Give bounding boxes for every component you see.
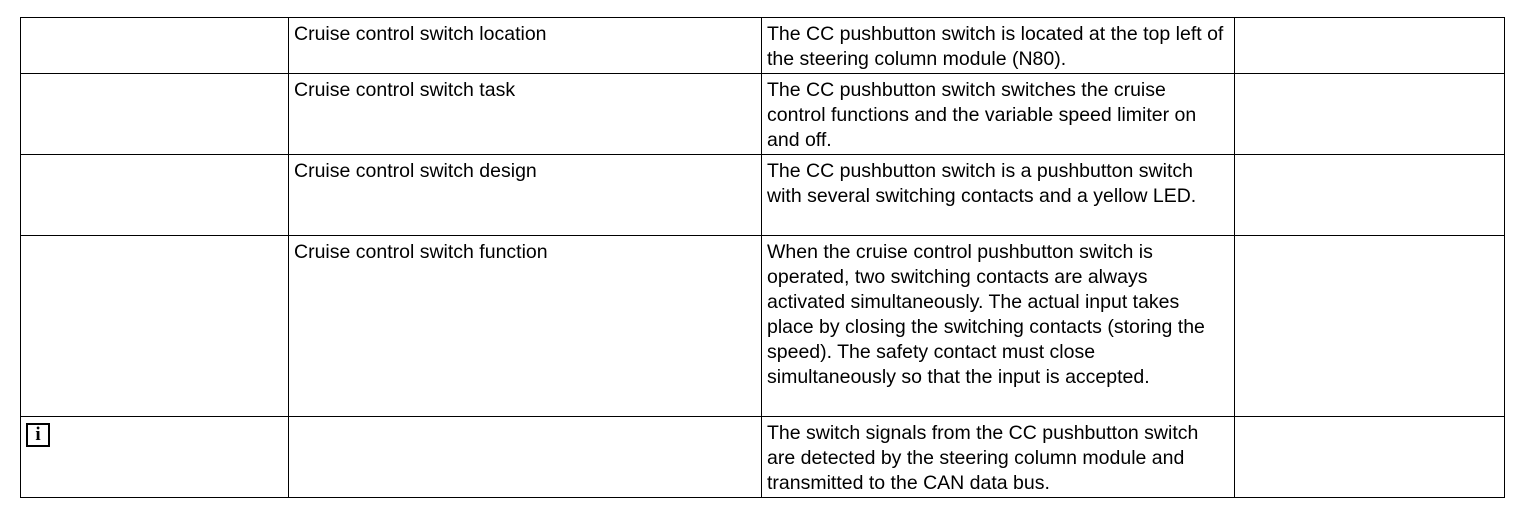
topic-cell: Cruise control switch design xyxy=(289,155,762,236)
topic-cell xyxy=(289,417,762,498)
description-cell: When the cruise control pushbutton switch is operated, two switching contacts are always activated simultaneously. The actual input takes place by closing the switching contacts (storing the speed). The safety contact must close simultaneously so that the input is accepted. xyxy=(762,236,1235,417)
table-row xyxy=(21,417,1505,498)
table-row xyxy=(21,236,1505,417)
icon-cell xyxy=(21,18,289,74)
description-cell: The CC pushbutton switch is a pushbutton switch with several switching contacts and a yellow LED. xyxy=(762,155,1235,236)
table-row xyxy=(21,74,1505,155)
empty-cell xyxy=(1235,236,1505,417)
empty-cell xyxy=(1235,74,1505,155)
description-cell: The CC pushbutton switch switches the cruise control functions and the variable speed limiter on and off. xyxy=(762,74,1235,155)
icon-cell xyxy=(21,155,289,236)
icon-cell xyxy=(21,417,289,498)
empty-cell xyxy=(1235,417,1505,498)
empty-cell xyxy=(1235,18,1505,74)
icon-cell xyxy=(21,236,289,417)
empty-cell xyxy=(1235,155,1505,236)
table-row xyxy=(21,18,1505,74)
description-cell: The switch signals from the CC pushbutton switch are detected by the steering column module and transmitted to the CAN data bus. xyxy=(762,417,1235,498)
topic-cell: Cruise control switch function xyxy=(289,236,762,417)
icon-cell xyxy=(21,74,289,155)
table-row xyxy=(21,155,1505,236)
info-icon: i xyxy=(26,423,50,447)
document-table xyxy=(20,17,1505,498)
topic-cell: Cruise control switch task xyxy=(289,74,762,155)
description-cell: The CC pushbutton switch is located at the top left of the steering column module (N80). xyxy=(762,18,1235,74)
topic-cell: Cruise control switch location xyxy=(289,18,762,74)
